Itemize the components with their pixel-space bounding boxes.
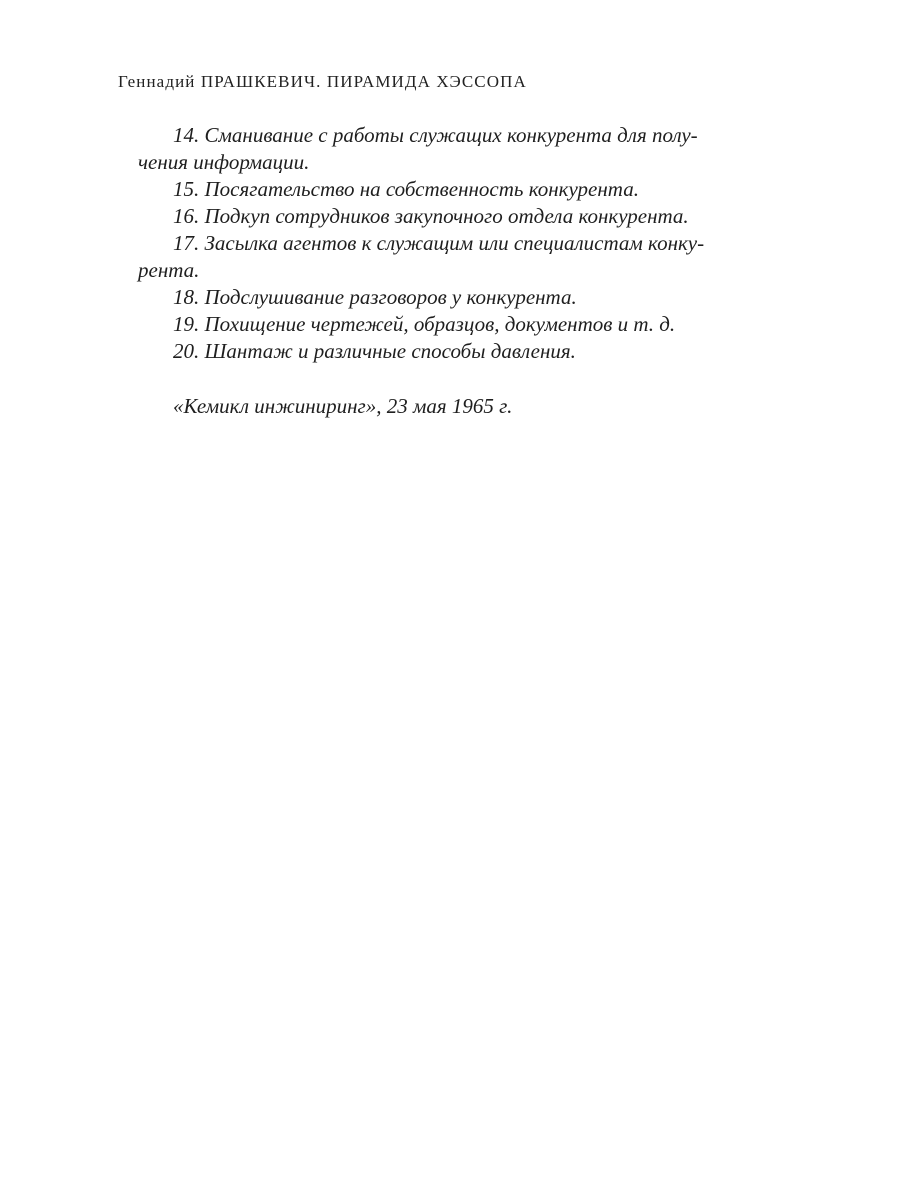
header-author-last-name: ПРАШКЕВИЧ. [200, 72, 322, 91]
list-item-17-line-2: рента. [138, 258, 200, 282]
list-item-18: 18. Подслушивание разговоров у конкурента. [173, 285, 577, 309]
list-text-block [138, 122, 763, 365]
header-author-first-name: Геннадий [118, 72, 196, 91]
source-signature: «Кемикл инжиниринг», 23 мая 1965 г. [173, 394, 513, 418]
list-item-15: 15. Посягательство на собственность конкурента. [173, 177, 639, 201]
list-item-14-line-2: чения информации. [138, 150, 310, 174]
list-item-16: 16. Подкуп сотрудников закупочного отдела конкурента. [173, 204, 689, 228]
list-item-19: 19. Похищение чертежей, образцов, документов и т. д. [173, 312, 676, 336]
list-item-17-line-1: 17. Засылка агентов к служащим или специалистам конку- [173, 231, 705, 255]
header-book-title: ПИРАМИДА ХЭССОПА [326, 72, 527, 91]
running-header [118, 71, 527, 93]
list-item-20: 20. Шантаж и различные способы давления. [173, 339, 576, 363]
list-item-14-line-1: 14. Сманивание с работы служащих конкурента для полу- [173, 123, 698, 147]
